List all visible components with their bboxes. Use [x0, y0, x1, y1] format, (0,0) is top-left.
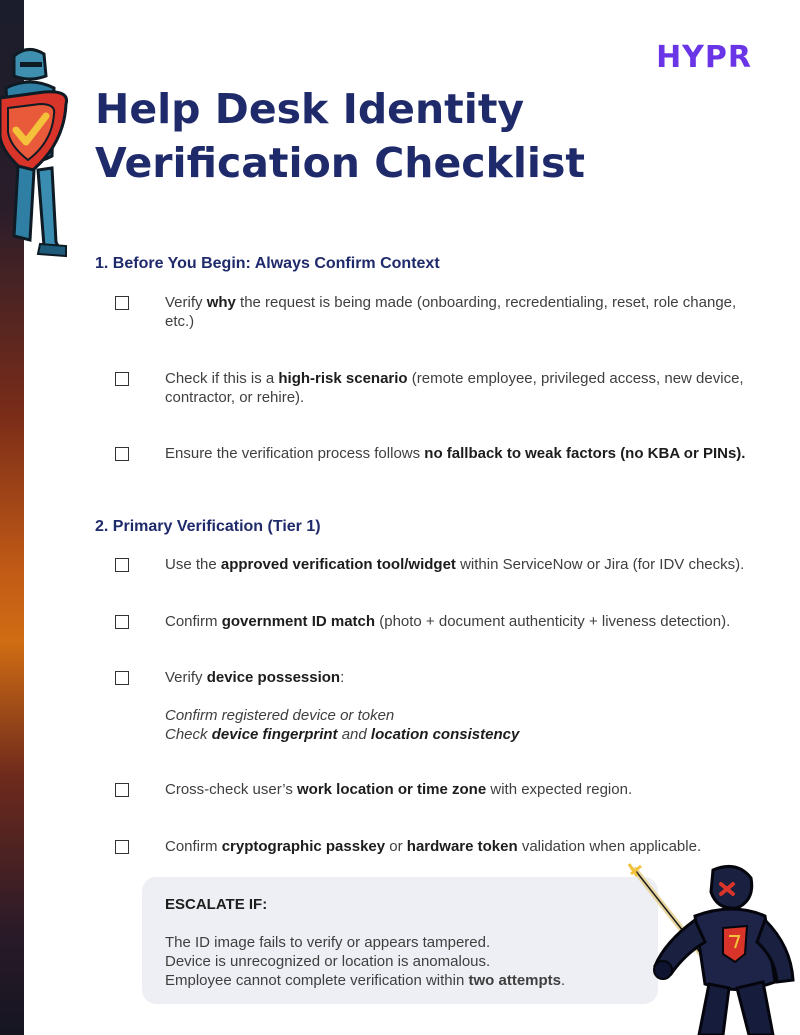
title-line-2: Verification Checklist [95, 139, 585, 187]
ninja-sword-icon [625, 862, 800, 1035]
checklist-item-text: Check if this is a high-risk scenario (remote employee, privileged access, new device, contractor, or rehire). [165, 370, 744, 406]
checkbox[interactable] [115, 447, 129, 461]
section-1-heading: 1. Before You Begin: Always Confirm Context [95, 255, 440, 272]
device-sub-list [165, 706, 755, 744]
checkbox[interactable] [115, 783, 129, 797]
checklist-item-text: Verify why the request is being made (onboarding, recredentialing, reset, role change, etc.) [165, 294, 737, 330]
escalate-title: ESCALATE IF: [165, 896, 268, 913]
checklist-item-text: Confirm cryptographic passkey or hardware token validation when applicable. [165, 838, 702, 855]
sub-item-fingerprint: Check device fingerprint and location consistency [165, 726, 520, 743]
checkbox[interactable] [115, 840, 129, 854]
escalate-line: The ID image fails to verify or appears tampered. [165, 934, 491, 951]
checklist-item-text: Verify device possession: [165, 669, 345, 686]
checkbox[interactable] [115, 296, 129, 310]
escalate-line: Device is unrecognized or location is anomalous. [165, 953, 491, 970]
checklist-item-text: Ensure the verification process follows no fallback to weak factors (no KBA or PINs). [165, 445, 746, 462]
checklist-item-text: Cross-check user’s work location or time zone with expected region. [165, 781, 633, 798]
checklist-item-text: Use the approved verification tool/widget within ServiceNow or Jira (for IDV checks). [165, 556, 745, 573]
checkbox[interactable] [115, 558, 129, 572]
title-line-1: Help Desk Identity [95, 85, 525, 133]
page-title [95, 82, 695, 190]
hypr-logo[interactable]: HYPR [656, 40, 752, 75]
checklist-item-text: Confirm government ID match (photo + document authenticity + liveness detection). [165, 613, 731, 630]
checkbox[interactable] [115, 615, 129, 629]
checkbox[interactable] [115, 671, 129, 685]
checkbox[interactable] [115, 372, 129, 386]
escalate-conditions [165, 933, 645, 990]
escalate-line: Employee cannot complete verification within two attempts. [165, 972, 566, 989]
knight-shield-icon [0, 46, 80, 261]
escalate-panel [142, 877, 658, 1004]
sub-item-registered-device: Confirm registered device or token [165, 707, 395, 724]
section-2-heading: 2. Primary Verification (Tier 1) [95, 518, 321, 535]
